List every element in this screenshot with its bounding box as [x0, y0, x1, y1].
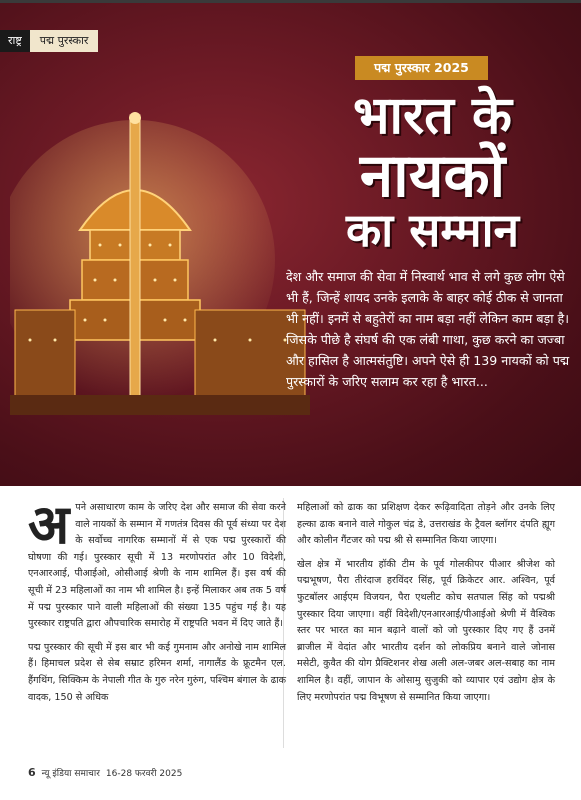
- paragraph-text: पद्म पुरस्कार की सूची में इस बार भी कई गुमनाम और अनोखे नाम शामिल हैं। हिमाचल प्रदेश से सेब सम्राट हरिमन शर्मा, नागालैंड के फ्रूटमैन एल. हैंगथिंग, सिक्किम के नेपाली गीत के गुरु नरेन गुरुंग, पश्चिम बंगाल के ढाक वादक, 150 से अधिक: [28, 641, 286, 703]
- page-footer: [28, 766, 182, 779]
- article-column-1: [28, 493, 286, 713]
- section-primary: राष्ट्र: [0, 30, 30, 52]
- intro-paragraph: देश और समाज की सेवा में निस्वार्थ भाव से लगे कुछ लोग ऐसे भी हैं, जिन्हें शायद उनके इलाके के बाहर कोई ठीक से जानता भी नहीं। इनमें से बहुतेरों का नाम बड़ा नहीं लेकिन काम बड़ा है। जिसके पीछे है संघर्ष की एक लंबी गाथा, कुछ करने का जज्बा और हासिल है आत्मसंतुष्टि। अपने ऐसे ही 139 नायकों को पद्म पुरस्कारों के जरिए सलाम कर रहा है भारत...: [286, 269, 570, 389]
- award-tag: पद्म पुरस्कार 2025: [355, 56, 488, 80]
- paragraph-text: पने असाधारण काम के जरिए देश और समाज की सेवा करने वाले नायकों के सम्मान में गणतंत्र दिवस की पूर्व संध्या पर देश के सर्वोच्च नागरिक सम्मानों में से एक पद्म पुरस्कारों की घोषणा की गई। पुरस्कार सूची में 13 मरणोपरांत और 10 विदेशी, एनआरआई, पीआईओ, ओसीआई श्रेणी के नाम शामिल हैं। इस वर्ष की सूची में 23 महिलाओं का नाम भी शामिल है। इन्हें मिलाकर अब तक 5 वर्ष में पद्म पुरस्कार पाने वाली महिलाओं की संख्या 135 पहुंच गई है। यह पुरस्कार राष्ट्रपति द्वारा औपचारिक समारोह में राष्ट्रपति भवन में दिए जाते हैं।: [28, 502, 286, 630]
- paragraph: [28, 493, 286, 633]
- publication-name: न्यू इंडिया समाचार: [41, 769, 100, 779]
- paragraph-text: खेल क्षेत्र में भारतीय हॉकी टीम के पूर्व गोलकीपर पीआर श्रीजेश को पद्मभूषण, पैरा तीरंदाज हरविंदर सिंह, पूर्व क्रिकेटर आर. अश्विन, पूर्व फुटबॉलर आईएम विजयन, पैरा एथलीट कोच सतपाल सिंह को पद्मश्री पुरस्कार दिया जाएगा। वहीं विदेशी/एनआरआई/पीआईओ श्रेणी में वैश्विक स्तर पर भारत का मान बढ़ाने वालों को जो पुरस्कार दिए गए हैं उनमें ब्राजील में वेदांत और भारतीय दर्शन को लोकप्रिय बनाने वाले जोनास मसेटी, कुवैत की योग प्रैक्टिशनर शेख अली अल-जबर अल-सबाह का नाम शामिल है। वहीं, जापान के ओसामु सुजुकी को व्यापार एवं उद्योग क्षेत्र के लिए मरणोपरांत पद्म विभूषण से सम्मानित किया जाएगा।: [297, 558, 555, 703]
- headline-line-3: का सम्मान: [345, 203, 520, 257]
- section-breadcrumb: [0, 30, 98, 52]
- issue-dates: 16-28 फरवरी 2025: [105, 769, 183, 779]
- rashtrapati-bhavan-illustration: [10, 110, 310, 420]
- dropcap: अ: [28, 493, 70, 556]
- top-rule: [0, 0, 581, 3]
- page-number: 6: [28, 766, 36, 779]
- headline-line-2: नायकों: [359, 141, 506, 211]
- paragraph-text: महिलाओं को ढाक का प्रशिक्षण देकर रूढ़िवादिता तोड़ने और उनके लिए हल्का ढाक बनाने वाले गोकुल चंद्र डे, उत्तराखंड के ट्रैवल ब्लॉगर दंपति ह्यूग और कोलीन गैंटजर को पद्म श्री से सम्मानित किया जाएगा।: [297, 502, 555, 547]
- article-column-2: [297, 500, 555, 713]
- headline-line-1: भारत के: [353, 86, 512, 146]
- section-secondary: पद्म पुरस्कार: [30, 30, 99, 52]
